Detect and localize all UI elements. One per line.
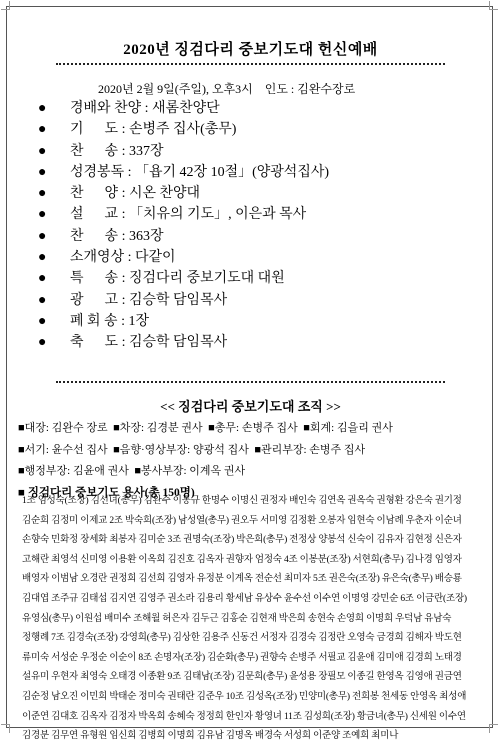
order-item xyxy=(38,290,329,311)
bullet-icon: ● xyxy=(38,164,47,180)
order-value: : 337장 xyxy=(118,143,164,159)
order-value: : 다같이 xyxy=(124,250,176,266)
member-row: 김순정 남오진 이민희 박태순 정미숙 권태란 김준우 10조 김성옥(조장) 민양미(총무) 전희봉 천세동 안영옥 최성애 xyxy=(22,691,467,702)
order-item xyxy=(38,183,329,204)
member-list xyxy=(22,492,480,747)
order-value: : 손병주 집사(총무) xyxy=(118,122,237,138)
order-item xyxy=(38,268,329,289)
order-item xyxy=(38,311,329,332)
member-row: 김경분 김무연 유형원 임신희 김병희 이명희 김유남 김명옥 배경숙 서성희 이준양 조예희 최미나 xyxy=(22,731,399,742)
order-value: : 시온 찬양대 xyxy=(118,186,201,202)
bullet-icon: ● xyxy=(38,143,47,159)
page-title: 2020년 징검다리 중보기도대 헌신예배 xyxy=(123,42,378,58)
order-label: 특 송 xyxy=(70,271,119,287)
member-row: 이준연 김대호 김옥자 김정자 박옥희 송혜숙 정정희 한인자 황영녀 11조 김성희(조장) 황금녀(총무) 신세원 이수연 xyxy=(22,711,466,722)
bullet-icon: ● xyxy=(38,250,47,266)
order-label: 소개영상 xyxy=(70,250,125,266)
bullet-icon: ● xyxy=(38,335,47,351)
order-label: 기 도 xyxy=(70,122,119,138)
order-label: 찬 송 xyxy=(70,143,119,159)
bullet-icon: ● xyxy=(38,271,47,287)
order-value: : 김승학 담임목사 xyxy=(118,292,228,308)
bullet-icon: ● xyxy=(38,228,47,244)
bullet-icon: ● xyxy=(38,101,47,116)
member-row: 유영심(총무) 이원섭 배미수 조해월 허은자 김두근 김홍순 김현재 박은희 송현숙 손영희 이명희 우덕남 유남숙 xyxy=(22,613,452,624)
order-item xyxy=(38,98,329,119)
order-value: : 363장 xyxy=(118,228,164,244)
member-row: 류미숙 서성순 우정순 이순이 8조 손명자(조장) 김순화(총무) 권향숙 손병주 서필교 김윤애 김미애 김경희 노태경 xyxy=(22,652,462,663)
order-label: 축 도 xyxy=(70,335,119,351)
order-label: 설 교 xyxy=(70,207,119,223)
crop-mark xyxy=(489,1,498,10)
order-item xyxy=(38,204,329,225)
dotted-divider xyxy=(56,63,445,65)
order-value: : 징검다리 중보기도대 대원 xyxy=(118,271,285,287)
crop-mark xyxy=(1,1,10,10)
order-item xyxy=(38,226,329,247)
order-item xyxy=(38,119,329,140)
org-row: ■대장: 김완수 장로 ■차장: 김경분 권사 ■총무: 손병주 집사 ■회계: 김을리 권사 xyxy=(18,422,393,434)
dotted-divider xyxy=(56,381,445,383)
bullet-icon: ● xyxy=(38,186,47,202)
crop-mark xyxy=(1,724,10,733)
order-label: 폐 회 송 xyxy=(70,313,118,329)
org-title: << 징검다리 중보기도대 조직 >> xyxy=(160,399,341,414)
order-value: : 김승학 담임목사 xyxy=(118,335,228,351)
bullet-icon: ● xyxy=(38,292,47,308)
member-row: 1조 임성숙(조장) 김선녀(총무) 김완수 이동규 한명수 이명신 권정자 배인숙 김연옥 권옥숙 권형환 강은숙 권기정 xyxy=(22,496,462,506)
member-row: 고해란 최영석 신미영 이용환 이옥희 김진호 김옥자 권향자 엄정숙 4조 이봉분(조장) 서현희(총무) 김나경 임영자 xyxy=(22,554,462,565)
member-row: 설유미 우현자 최영숙 오태경 이종환 9조 김태남(조장) 김문희(총무) 윤성용 장필모 이종길 한영옥 김영애 권금연 xyxy=(22,672,462,683)
worship-order-list xyxy=(38,98,329,354)
order-item xyxy=(38,162,329,183)
order-label: 찬 양 xyxy=(70,186,119,202)
order-label: 성경봉독 xyxy=(70,164,125,180)
member-row: 손향숙 민화정 장세화 최봉자 김미순 3조 권명숙(조장) 박은희(총무) 전정상 양봉석 신숙이 김유자 김현정 신은자 xyxy=(22,535,462,546)
order-item xyxy=(38,247,329,268)
order-value: : 「치유의 기도」, 이은과 목사 xyxy=(118,207,307,223)
order-value: : 새롬찬양단 xyxy=(141,101,220,116)
member-row: 김순희 김정미 이제교 2조 박숙희(조장) 남성열(총무) 권오두 서미영 김정환 오봉자 임현숙 이남례 우춘자 이순녀 xyxy=(22,515,462,526)
org-row: ■행정부장: 김윤애 권사 ■봉사부장: 이계옥 권사 xyxy=(18,465,246,477)
order-value: : 1장 xyxy=(117,313,149,329)
bullet-icon: ● xyxy=(38,313,47,329)
member-row: 정행례 7조 김경숙(조장) 강영희(총무) 김상한 김용주 신동건 서정자 김경숙 김정란 오영숙 금경희 김해자 박도현 xyxy=(22,633,462,644)
bullet-icon: ● xyxy=(38,207,47,223)
org-row: ■서기: 윤수선 집사 ■음향·영상부장: 양광석 집사 ■관리부장: 손병주 집사 xyxy=(18,443,366,456)
member-row: 배영자 이범남 오경란 권정희 김선희 김영자 유정분 이계옥 전순선 최미자 5조 권은숙(조장) 유은숙(총무) 배승룡 xyxy=(22,574,462,585)
order-value: : 「욥기 42장 10절」(양광석집사) xyxy=(124,164,330,180)
service-info: 2020년 2월 9일(주일), 오후3시 인도 : 김완수장로 xyxy=(98,82,356,96)
crop-mark xyxy=(489,724,498,733)
members-heading: ■ 징검다리 중보기도 용사(총 150명) xyxy=(18,486,195,499)
order-label: 찬 송 xyxy=(70,228,119,244)
order-label: 광 고 xyxy=(70,292,119,308)
member-row: 김대엽 조주규 김태섭 김지연 김영주 권소라 김용리 황세남 유상수 윤수선 이수연 이명영 강민순 6조 이금란(조장) xyxy=(22,593,467,604)
order-item xyxy=(38,141,329,162)
order-item xyxy=(38,332,329,353)
bullet-icon: ● xyxy=(38,122,47,138)
order-label: 경배와 찬양 xyxy=(70,101,142,116)
